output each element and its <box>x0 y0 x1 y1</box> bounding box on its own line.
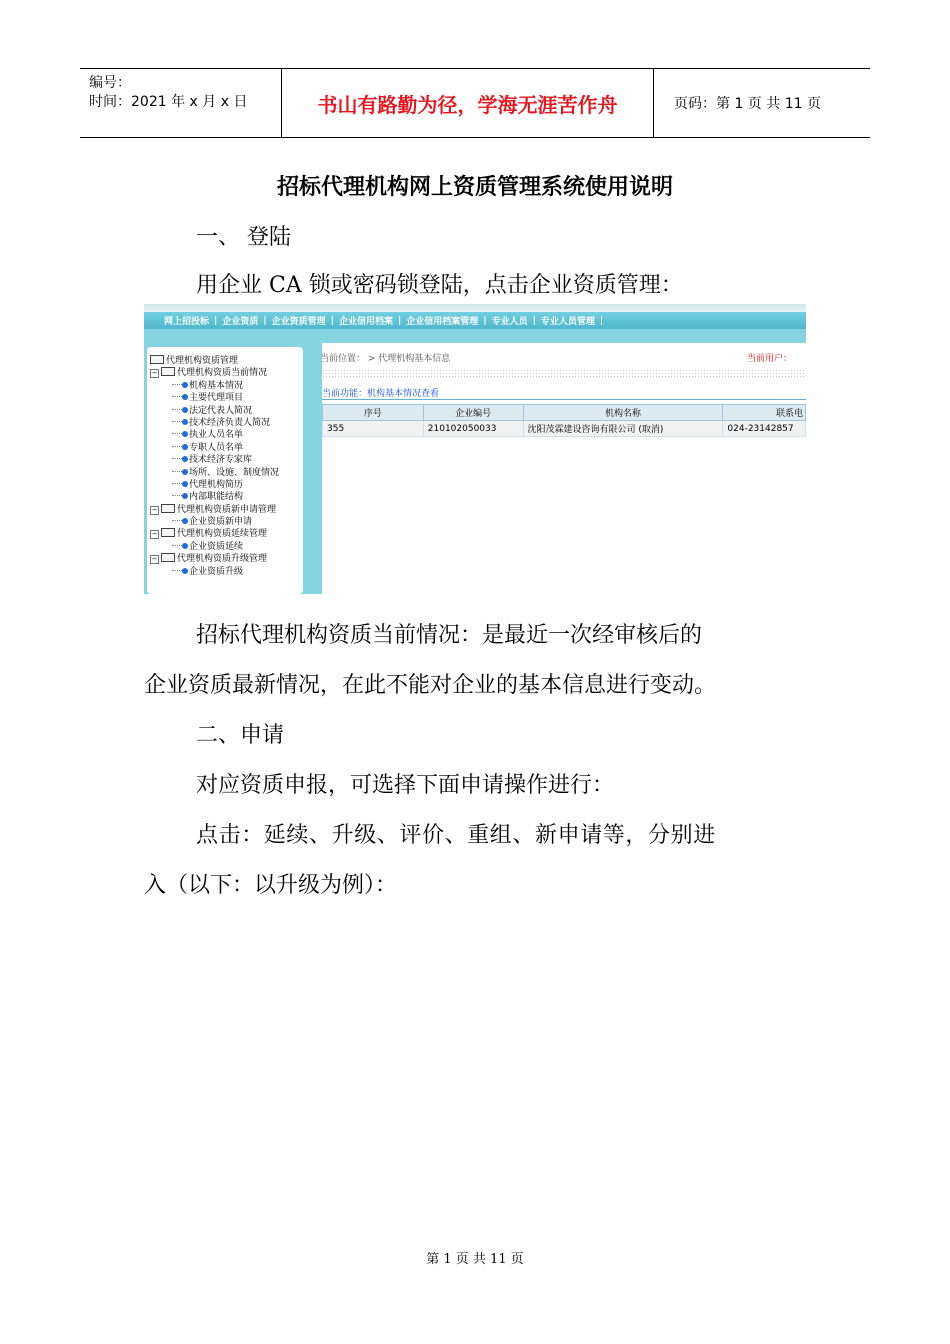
time-label: 时间：2021 年 x 月 x 日 <box>89 94 248 110</box>
book-icon <box>161 528 175 537</box>
para2-line2: 企业资质最新情况，在此不能对企业的基本信息进行变动。 <box>144 673 717 698</box>
screenshot-band <box>144 329 806 343</box>
section2-heading: 二、申请 <box>196 723 285 748</box>
bullet-icon <box>182 382 188 388</box>
collapse-icon[interactable]: − <box>151 505 158 514</box>
table-cell: 355 <box>323 421 424 437</box>
system-screenshot <box>144 304 806 594</box>
menu-tree <box>150 355 279 578</box>
document-title: 招标代理机构网上资质管理系统使用说明 <box>276 175 673 200</box>
col-header: 联系电 <box>723 405 806 421</box>
sidebar-divider <box>314 343 322 594</box>
screenshot-nav-bar: 网上招投标 | 企业资质 | 企业资质管理 | 企业信用档案 | 企业信用档案管理 | 专业人员 | 专业人员管理 | <box>144 312 806 329</box>
bullet-icon <box>182 407 188 413</box>
bullet-icon <box>182 493 188 499</box>
header-motto: 书山有路勤为径，学海无涯苦作舟 <box>282 69 654 137</box>
bullet-icon <box>182 518 188 524</box>
bullet-icon <box>182 444 188 450</box>
table-cell: 210102050033 <box>423 421 523 437</box>
section1-heading: 一、 登陆 <box>196 225 291 250</box>
tree-group[interactable]: − 代理机构资质升级管理 <box>151 554 268 565</box>
header-meta <box>80 69 282 137</box>
tree-item[interactable]: 企业资质新申请 <box>150 516 279 528</box>
bullet-icon <box>182 456 188 462</box>
bullet-icon <box>182 431 188 437</box>
bullet-icon <box>182 568 188 574</box>
collapse-icon[interactable]: − <box>151 369 158 378</box>
number-label: 编号： <box>89 75 131 91</box>
book-icon <box>150 355 164 364</box>
tree-item[interactable]: 主要代理项目 <box>150 392 279 404</box>
table-header-row <box>323 405 806 421</box>
bullet-icon <box>182 481 188 487</box>
tree-item[interactable]: 内部职能结构 <box>150 491 279 503</box>
tree-item[interactable]: 法定代表人简况 <box>150 405 279 417</box>
tree-item[interactable]: 执业人员名单 <box>150 429 279 441</box>
col-header: 机构名称 <box>523 405 723 421</box>
page-header <box>80 68 870 138</box>
nav-item[interactable]: 企业信用档案管理 <box>406 317 479 327</box>
sidebar-panel <box>147 347 303 594</box>
table-cell: 沈阳茂霖建设咨询有限公司 (取消) <box>523 421 723 437</box>
tree-item[interactable]: 场所、设施、制度情况 <box>150 467 279 479</box>
page-footer: 第 1 页 共 11 页 <box>426 1252 524 1267</box>
book-icon <box>161 367 175 376</box>
nav-item[interactable]: 专业人员 <box>491 317 528 327</box>
tree-item[interactable]: 机构基本情况 <box>150 380 279 392</box>
breadcrumb: 当前位置： > 代理机构基本信息 <box>320 354 451 364</box>
info-table <box>322 404 806 437</box>
nav-item[interactable]: 企业资质 <box>222 317 259 327</box>
table-cell: 024-23142857 <box>723 421 806 437</box>
nav-item[interactable]: 专业人员管理 <box>540 317 595 327</box>
screenshot-sidebar <box>144 343 314 594</box>
nav-item[interactable]: 企业资质管理 <box>271 317 326 327</box>
tree-item[interactable]: 企业资质升级 <box>150 566 279 578</box>
collapse-icon[interactable]: − <box>151 555 158 564</box>
bullet-icon <box>182 394 188 400</box>
tree-group[interactable]: − 代理机构资质当前情况 <box>151 368 268 379</box>
screenshot-top-strip <box>144 304 806 312</box>
tree-item[interactable]: 技术经济专家库 <box>150 454 279 466</box>
function-divider <box>322 399 806 400</box>
tree-item[interactable]: 专职人员名单 <box>150 442 279 454</box>
tree-item[interactable]: 技术经济负责人简况 <box>150 417 279 429</box>
tree-group[interactable]: − 代理机构资质延续管理 <box>151 529 268 540</box>
section2-line1: 对应资质申报，可选择下面申请操作进行： <box>196 773 615 798</box>
page-number-label <box>664 69 870 137</box>
section2-line2b: 入（以下：以升级为例）： <box>144 873 398 898</box>
col-header: 企业编号 <box>423 405 523 421</box>
section2-line2a: 点击：延续、升级、评价、重组、新申请等，分别进 <box>196 823 716 848</box>
col-header: 序号 <box>323 405 424 421</box>
book-icon <box>161 553 175 562</box>
table-row[interactable] <box>323 421 806 437</box>
nav-item[interactable]: 网上招投标 <box>164 317 210 327</box>
book-icon <box>161 504 175 513</box>
current-function: 当前功能：机构基本情况查看 <box>322 389 440 399</box>
tree-root[interactable]: 代理机构资质管理 <box>150 355 279 367</box>
bullet-icon <box>182 419 188 425</box>
current-user-label: 当前用户： <box>746 354 792 364</box>
tree-group[interactable]: − 代理机构资质新申请管理 <box>151 504 277 515</box>
collapse-icon[interactable]: − <box>151 530 158 539</box>
para2-line1: 招标代理机构资质当前情况：是最近一次经审核后的 <box>196 623 703 648</box>
screenshot-main <box>322 343 806 594</box>
tree-item[interactable]: 代理机构简历 <box>150 479 279 491</box>
nav-item[interactable]: 企业信用档案 <box>338 317 393 327</box>
section1-text: 用企业 CA 锁或密码锁登陆，点击企业资质管理： <box>196 273 683 298</box>
tree-item[interactable]: 企业资质延续 <box>150 541 279 553</box>
bullet-icon <box>182 543 188 549</box>
page-number-text: 页码：第 1 页 共 11 页 <box>674 96 821 112</box>
bullet-icon <box>182 469 188 475</box>
dotted-divider <box>322 369 806 377</box>
